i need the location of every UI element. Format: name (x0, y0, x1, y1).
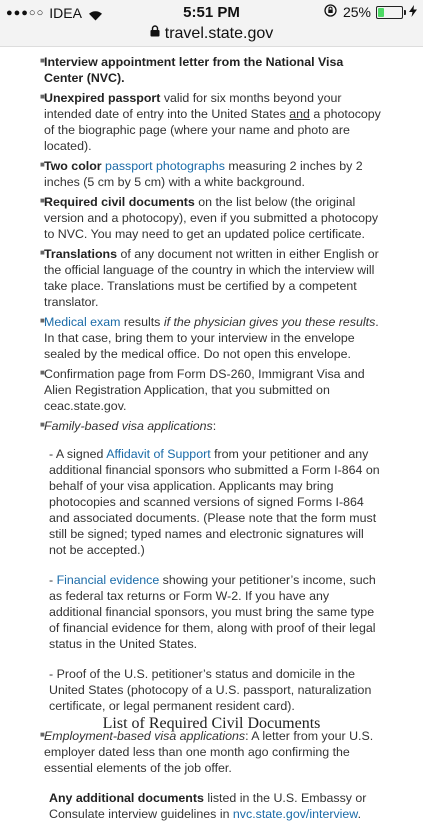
financial-prefix: - (49, 573, 57, 587)
bullet-icon: ■ (40, 316, 45, 325)
photos-text: measuring 2 inches by 2 inches (5 cm by 5 cm) with a white background. (44, 159, 363, 189)
signal-strength-icon: ●●●○○ (6, 7, 45, 19)
employment-based-heading: Employment-based visa applications (44, 729, 246, 743)
medical-exam-link[interactable]: Medical exam (44, 315, 121, 329)
bullet-icon: ■ (40, 730, 45, 739)
translations-label: Translations (44, 247, 117, 261)
list-item (40, 158, 384, 190)
address-bar[interactable] (0, 24, 423, 47)
medical-text: results (120, 315, 164, 329)
list-item (40, 366, 384, 414)
medical-text-2: . In that case, bring them to your interview in the envelope sealed by the medical office. Do not open this envelope. (44, 315, 379, 361)
affidavit-text: from your petitioner and any additional financial sponsors who submitted a Form I-864 on behalf of your visa application. Applicants may bring photocopies and scanned versions of signed Forms I-864 and associated documents. (Please note that the form must still be signed; typed names and electronic signatures will not be accepted.) (49, 447, 380, 557)
passport-label: Unexpired passport (44, 91, 161, 105)
proof-of-status-text: - Proof of the U.S. petitioner’s status and domicile in the United States (photocopy of a U.S. passport, naturalization certificate, or legal permanent resident card). (49, 667, 372, 713)
battery-icon (376, 6, 403, 19)
bullet-icon: ■ (40, 248, 45, 257)
battery-percent: 25% (342, 4, 371, 20)
list-item (40, 246, 384, 310)
bullet-icon: ■ (40, 420, 45, 429)
financial-evidence-link[interactable]: Financial evidence (56, 573, 160, 587)
status-bar (0, 0, 423, 24)
affidavit-prefix: - A signed (49, 447, 107, 461)
rotation-lock-icon (324, 4, 337, 20)
list-item (40, 314, 384, 362)
passport-text-2: a photocopy of the biographic page (where your name and photo are located). (44, 107, 381, 153)
civil-documents-label: Required civil documents (44, 195, 195, 209)
family-based-heading: Family-based visa applications (44, 419, 213, 433)
list-item (40, 728, 384, 776)
bullet-icon: ■ (40, 196, 45, 205)
required-documents-list (40, 54, 384, 822)
list-item (40, 418, 384, 434)
lock-icon (150, 25, 160, 40)
additional-documents-label: Any additional documents (49, 791, 204, 805)
nvc-interview-link[interactable]: nvc.state.gov/interview (232, 807, 358, 821)
civil-documents-text: on the list below (the original version and a photocopy), even if you submitted a photocopy to NVC. You may need to get an updated police certificate. (44, 195, 379, 241)
photos-label: Two color (44, 159, 102, 173)
confirmation-text: Confirmation page from Form DS-260, Immigrant Visa and Alien Registration Application, that you submitted on ceac.state.gov. (44, 367, 365, 413)
list-item (40, 90, 384, 154)
clock: 5:51 PM (183, 4, 240, 21)
sub-item (49, 572, 384, 652)
additional-documents-text: listed in the U.S. Embassy or Consulate interview guidelines in (49, 791, 367, 821)
medical-condition-text: if the physician gives you these results (163, 315, 376, 329)
civil-documents-heading: List of Required Civil Documents (102, 715, 321, 732)
battery-cap (404, 10, 406, 15)
status-right (324, 4, 417, 20)
passport-and: and (289, 107, 310, 121)
additional-documents (49, 790, 384, 822)
bullet-icon: ■ (40, 160, 45, 169)
charging-bolt-icon (409, 5, 417, 20)
bullet-icon: ■ (40, 368, 45, 377)
sub-item (49, 446, 384, 558)
passport-photographs-link[interactable]: passport photographs (105, 159, 225, 173)
list-item (40, 194, 384, 242)
translations-text: of any document not written in either English or the official language of the country in which the interview will take place. Translations must be certified by a competent translator. (44, 247, 379, 309)
additional-documents-end: . (357, 807, 362, 821)
family-based-colon: : (212, 419, 217, 433)
url-text: travel.state.gov (164, 25, 274, 42)
bullet-icon: ■ (40, 56, 45, 65)
sub-item (49, 666, 384, 714)
battery-level-fill (378, 8, 384, 17)
list-item (40, 54, 384, 86)
passport-text: valid for six months beyond your intended date of entry into the United States (44, 91, 342, 121)
bullet-icon: ■ (40, 92, 45, 101)
financial-text: showing your petitioner’s income, such as federal tax returns or Form W-2. If you have any additional financial sponsors, you must bring the same type of financial evidence for them, along with proof of their legal status in the United States. (49, 573, 376, 651)
interview-letter-text: Interview appointment letter from the National Visa Center (NVC). (44, 55, 344, 85)
affidavit-of-support-link[interactable]: Affidavit of Support (106, 447, 211, 461)
carrier-name: IDEA (49, 5, 82, 21)
url-display[interactable] (0, 25, 423, 43)
employment-text: : A letter from your U.S. employer dated less than one month ago confirming the essential elements of the job offer. (44, 729, 374, 775)
